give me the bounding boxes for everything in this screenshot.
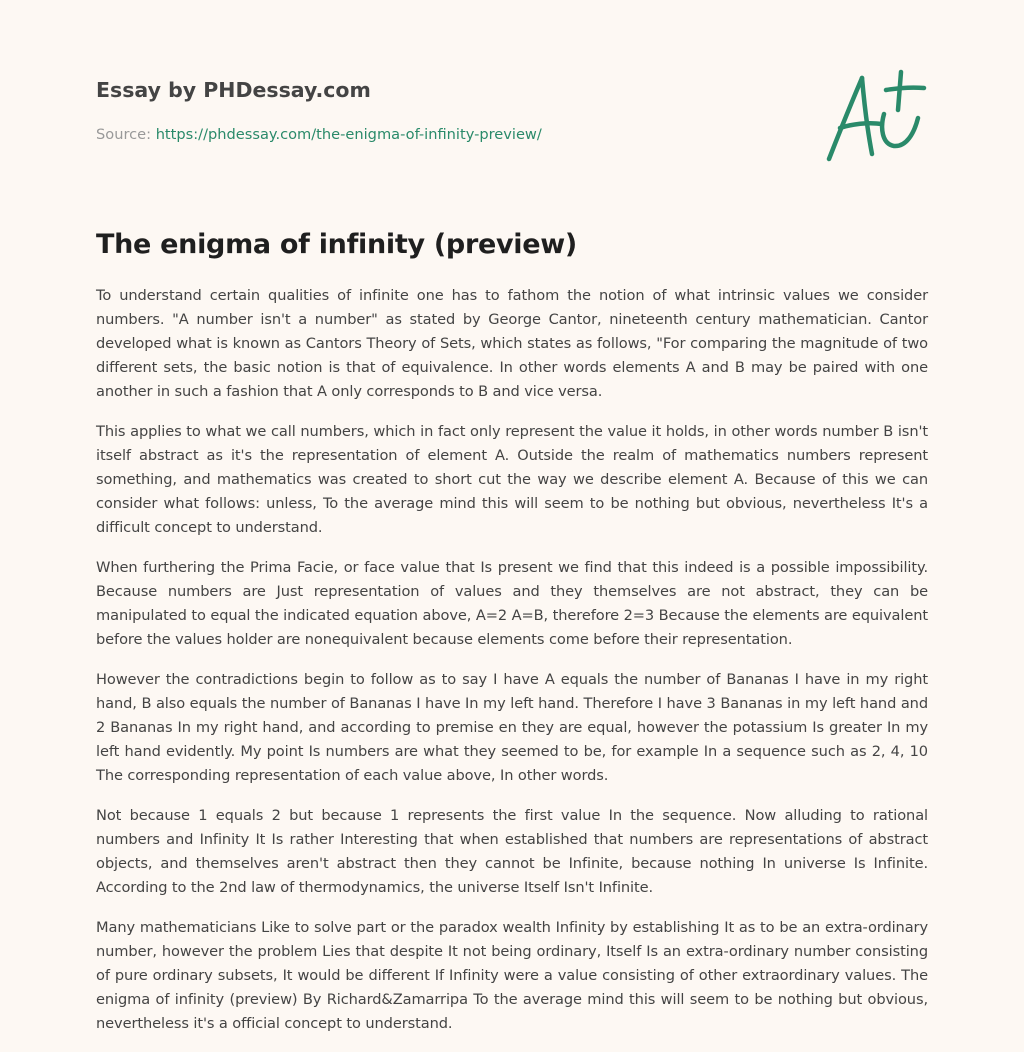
paragraph: To understand certain qualities of infinite one has to fathom the notion of what intrinsic values we consider numbers. "A number isn't a number" as stated by George Cantor, nineteenth century mathematician. Cantor developed what is known as Cantors Theory of Sets, which states as follows, "For comparing the magnitude of two different sets, the basic notion is that of equivalence. In other words elements A and B may be paired with one another in such a fashion that A only corresponds to B and vice versa. [96,287,928,400]
source-label: Source: [96,126,152,143]
paragraph: However the contradictions begin to follow as to say I have A equals the number of Bananas I have in my right hand, B also equals the number of Bananas I have In my left hand. Therefore I have 3 Bananas in my left hand and 2 Bananas In my right hand, and according to premise en they are equal, however the potassium Is greater In my left hand evidently. My point Is numbers are what they seemed to be, for example In a sequence such as 2, 4, 10 The corresponding representation of each value above, In other words. [96,671,928,784]
article-title: The enigma of infinity (preview) [96,229,577,260]
article-body [96,284,928,1052]
source-line [96,125,696,145]
source-link[interactable]: https://phdessay.com/the-enigma-of-infinity-preview/ [155,126,542,143]
site-title: Essay by PHDessay.com [96,78,371,102]
paragraph: This applies to what we call numbers, which in fact only represent the value it holds, in other words number B isn't itself abstract as it's the representation of element A. Outside the realm of mathematics numbers represent something, and mathematics was created to short cut the way we describe element A. Because of this we can consider what follows: unless, To the average mind this will seem to be nothing but obvious, nevertheless It's a difficult concept to understand. [96,423,928,536]
a-plus-grade-icon [820,66,930,166]
paragraph: Many mathematicians Like to solve part or the paradox wealth Infinity by establishing It as to be an extra-ordinary number, however the problem Lies that despite It not being ordinary, Itself Is an extra-ordinary number consisting of pure ordinary subsets, It would be different If Infinity were a value consisting of other extraordinary values. The enigma of infinity (preview) By Richard&Zamarripa To the average mind this will seem to be nothing but obvious, nevertheless it's a official concept to understand. [96,919,928,1032]
paragraph: When furthering the Prima Facie, or face value that Is present we find that this indeed is a possible impossibility. Because numbers are Just representation of values and they themselves are not abstract, they can be manipulated to equal the indicated equation above, A=2 A=B, therefore 2=3 Because the elements are equivalent before the values holder are nonequivalent because elements come before their representation. [96,559,928,648]
paragraph: Not because 1 equals 2 but because 1 represents the first value In the sequence. Now alluding to rational numbers and Infinity It Is rather Interesting that when established that numbers are representations of abstract objects, and themselves aren't abstract then they cannot be Infinite, because nothing In universe Is Infinite. According to the 2nd law of thermodynamics, the universe Itself Isn't Infinite. [96,807,928,896]
page-header [96,76,696,145]
